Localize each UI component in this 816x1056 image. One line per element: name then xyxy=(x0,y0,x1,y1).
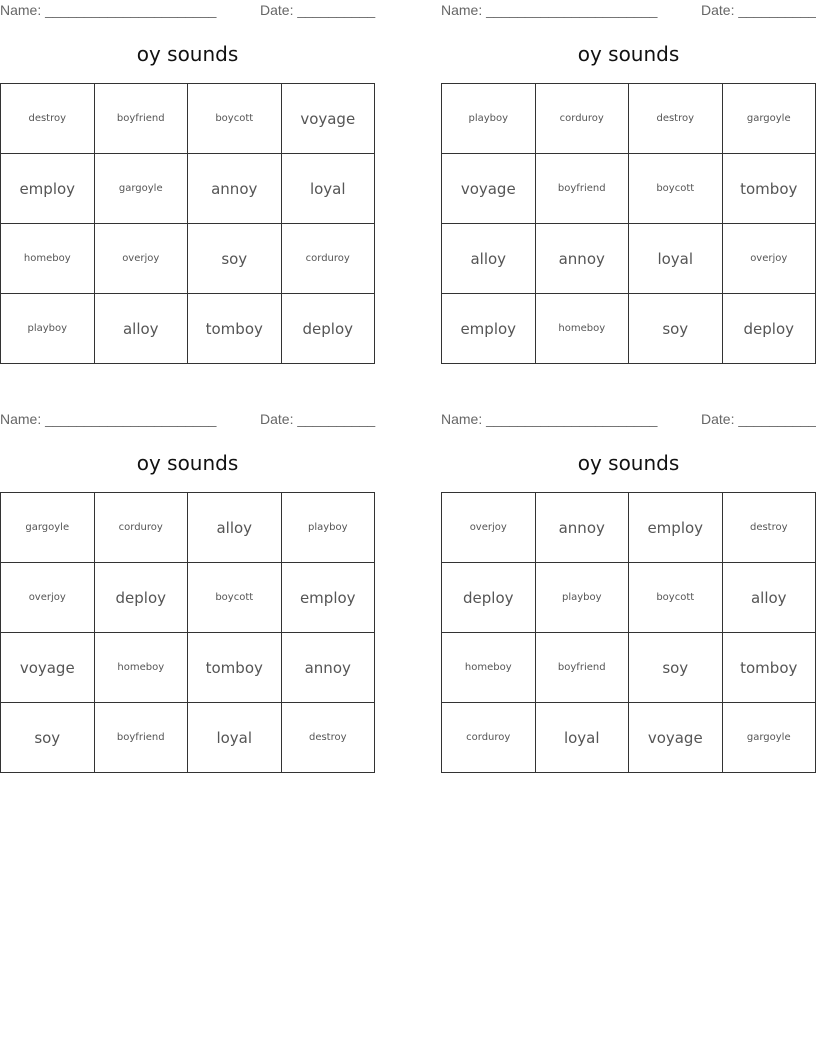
bingo-cell: overjoy xyxy=(95,224,189,294)
bingo-grid xyxy=(441,83,816,364)
bingo-cell: boyfriend xyxy=(95,703,189,773)
bingo-cell: boycott xyxy=(188,563,282,633)
bingo-cell: destroy xyxy=(1,84,95,154)
bingo-cell: deploy xyxy=(723,294,816,364)
card-title: oy sounds xyxy=(136,42,239,66)
bingo-cell: tomboy xyxy=(723,633,816,703)
bingo-cell: soy xyxy=(629,633,723,703)
bingo-cell: annoy xyxy=(536,493,630,563)
bingo-cell: soy xyxy=(1,703,95,773)
bingo-card-1 xyxy=(0,0,375,365)
bingo-cell: employ xyxy=(442,294,536,364)
bingo-cell: destroy xyxy=(282,703,376,773)
bingo-card-2 xyxy=(441,0,816,365)
bingo-cell: tomboy xyxy=(188,294,282,364)
bingo-cell: alloy xyxy=(95,294,189,364)
bingo-cell: alloy xyxy=(723,563,816,633)
bingo-cell: soy xyxy=(188,224,282,294)
bingo-cell: overjoy xyxy=(1,563,95,633)
bingo-cell: employ xyxy=(629,493,723,563)
bingo-cell: corduroy xyxy=(95,493,189,563)
card-title: oy sounds xyxy=(577,42,680,66)
bingo-cell: deploy xyxy=(282,294,376,364)
bingo-cell: deploy xyxy=(442,563,536,633)
bingo-cell: homeboy xyxy=(95,633,189,703)
bingo-cell: employ xyxy=(1,154,95,224)
bingo-cell: soy xyxy=(629,294,723,364)
bingo-cell: gargoyle xyxy=(95,154,189,224)
bingo-cell: alloy xyxy=(442,224,536,294)
date-label: Date: __________ xyxy=(701,2,816,18)
bingo-cell: playboy xyxy=(442,84,536,154)
bingo-cell: playboy xyxy=(282,493,376,563)
bingo-cell: voyage xyxy=(282,84,376,154)
bingo-cell: annoy xyxy=(188,154,282,224)
bingo-card-4 xyxy=(441,409,816,774)
bingo-cell: boycott xyxy=(629,154,723,224)
bingo-cell: annoy xyxy=(536,224,630,294)
bingo-cell: corduroy xyxy=(282,224,376,294)
date-label: Date: __________ xyxy=(260,411,376,427)
bingo-cell: boyfriend xyxy=(536,154,630,224)
bingo-cell: overjoy xyxy=(723,224,816,294)
bingo-cell: tomboy xyxy=(723,154,816,224)
bingo-cell: gargoyle xyxy=(1,493,95,563)
card-title: oy sounds xyxy=(136,451,239,475)
bingo-cell: tomboy xyxy=(188,633,282,703)
name-label: Name: ______________________ xyxy=(441,411,658,427)
bingo-cell: boyfriend xyxy=(95,84,189,154)
bingo-cell: annoy xyxy=(282,633,376,703)
bingo-cell: loyal xyxy=(629,224,723,294)
bingo-cell: homeboy xyxy=(536,294,630,364)
bingo-cell: playboy xyxy=(1,294,95,364)
name-label: Name: ______________________ xyxy=(0,411,217,427)
bingo-cell: voyage xyxy=(442,154,536,224)
bingo-cell: boyfriend xyxy=(536,633,630,703)
bingo-grid xyxy=(441,492,816,773)
bingo-cell: loyal xyxy=(282,154,376,224)
bingo-cell: homeboy xyxy=(442,633,536,703)
card-title: oy sounds xyxy=(577,451,680,475)
bingo-cell: corduroy xyxy=(442,703,536,773)
bingo-cell: destroy xyxy=(629,84,723,154)
name-label: Name: ______________________ xyxy=(441,2,658,18)
bingo-cell: playboy xyxy=(536,563,630,633)
date-label: Date: __________ xyxy=(260,2,376,18)
bingo-grid xyxy=(0,83,375,364)
bingo-cell: loyal xyxy=(536,703,630,773)
bingo-grid xyxy=(0,492,375,773)
bingo-cell: voyage xyxy=(629,703,723,773)
date-label: Date: __________ xyxy=(701,411,816,427)
bingo-cell: loyal xyxy=(188,703,282,773)
bingo-cell: homeboy xyxy=(1,224,95,294)
bingo-cell: deploy xyxy=(95,563,189,633)
bingo-card-3 xyxy=(0,409,375,774)
bingo-cell: destroy xyxy=(723,493,816,563)
bingo-cell: alloy xyxy=(188,493,282,563)
bingo-cell: overjoy xyxy=(442,493,536,563)
name-label: Name: ______________________ xyxy=(0,2,217,18)
bingo-cell: boycott xyxy=(629,563,723,633)
bingo-cell: voyage xyxy=(1,633,95,703)
bingo-cell: boycott xyxy=(188,84,282,154)
bingo-cell: gargoyle xyxy=(723,84,816,154)
bingo-cell: employ xyxy=(282,563,376,633)
bingo-cell: corduroy xyxy=(536,84,630,154)
bingo-cell: gargoyle xyxy=(723,703,816,773)
